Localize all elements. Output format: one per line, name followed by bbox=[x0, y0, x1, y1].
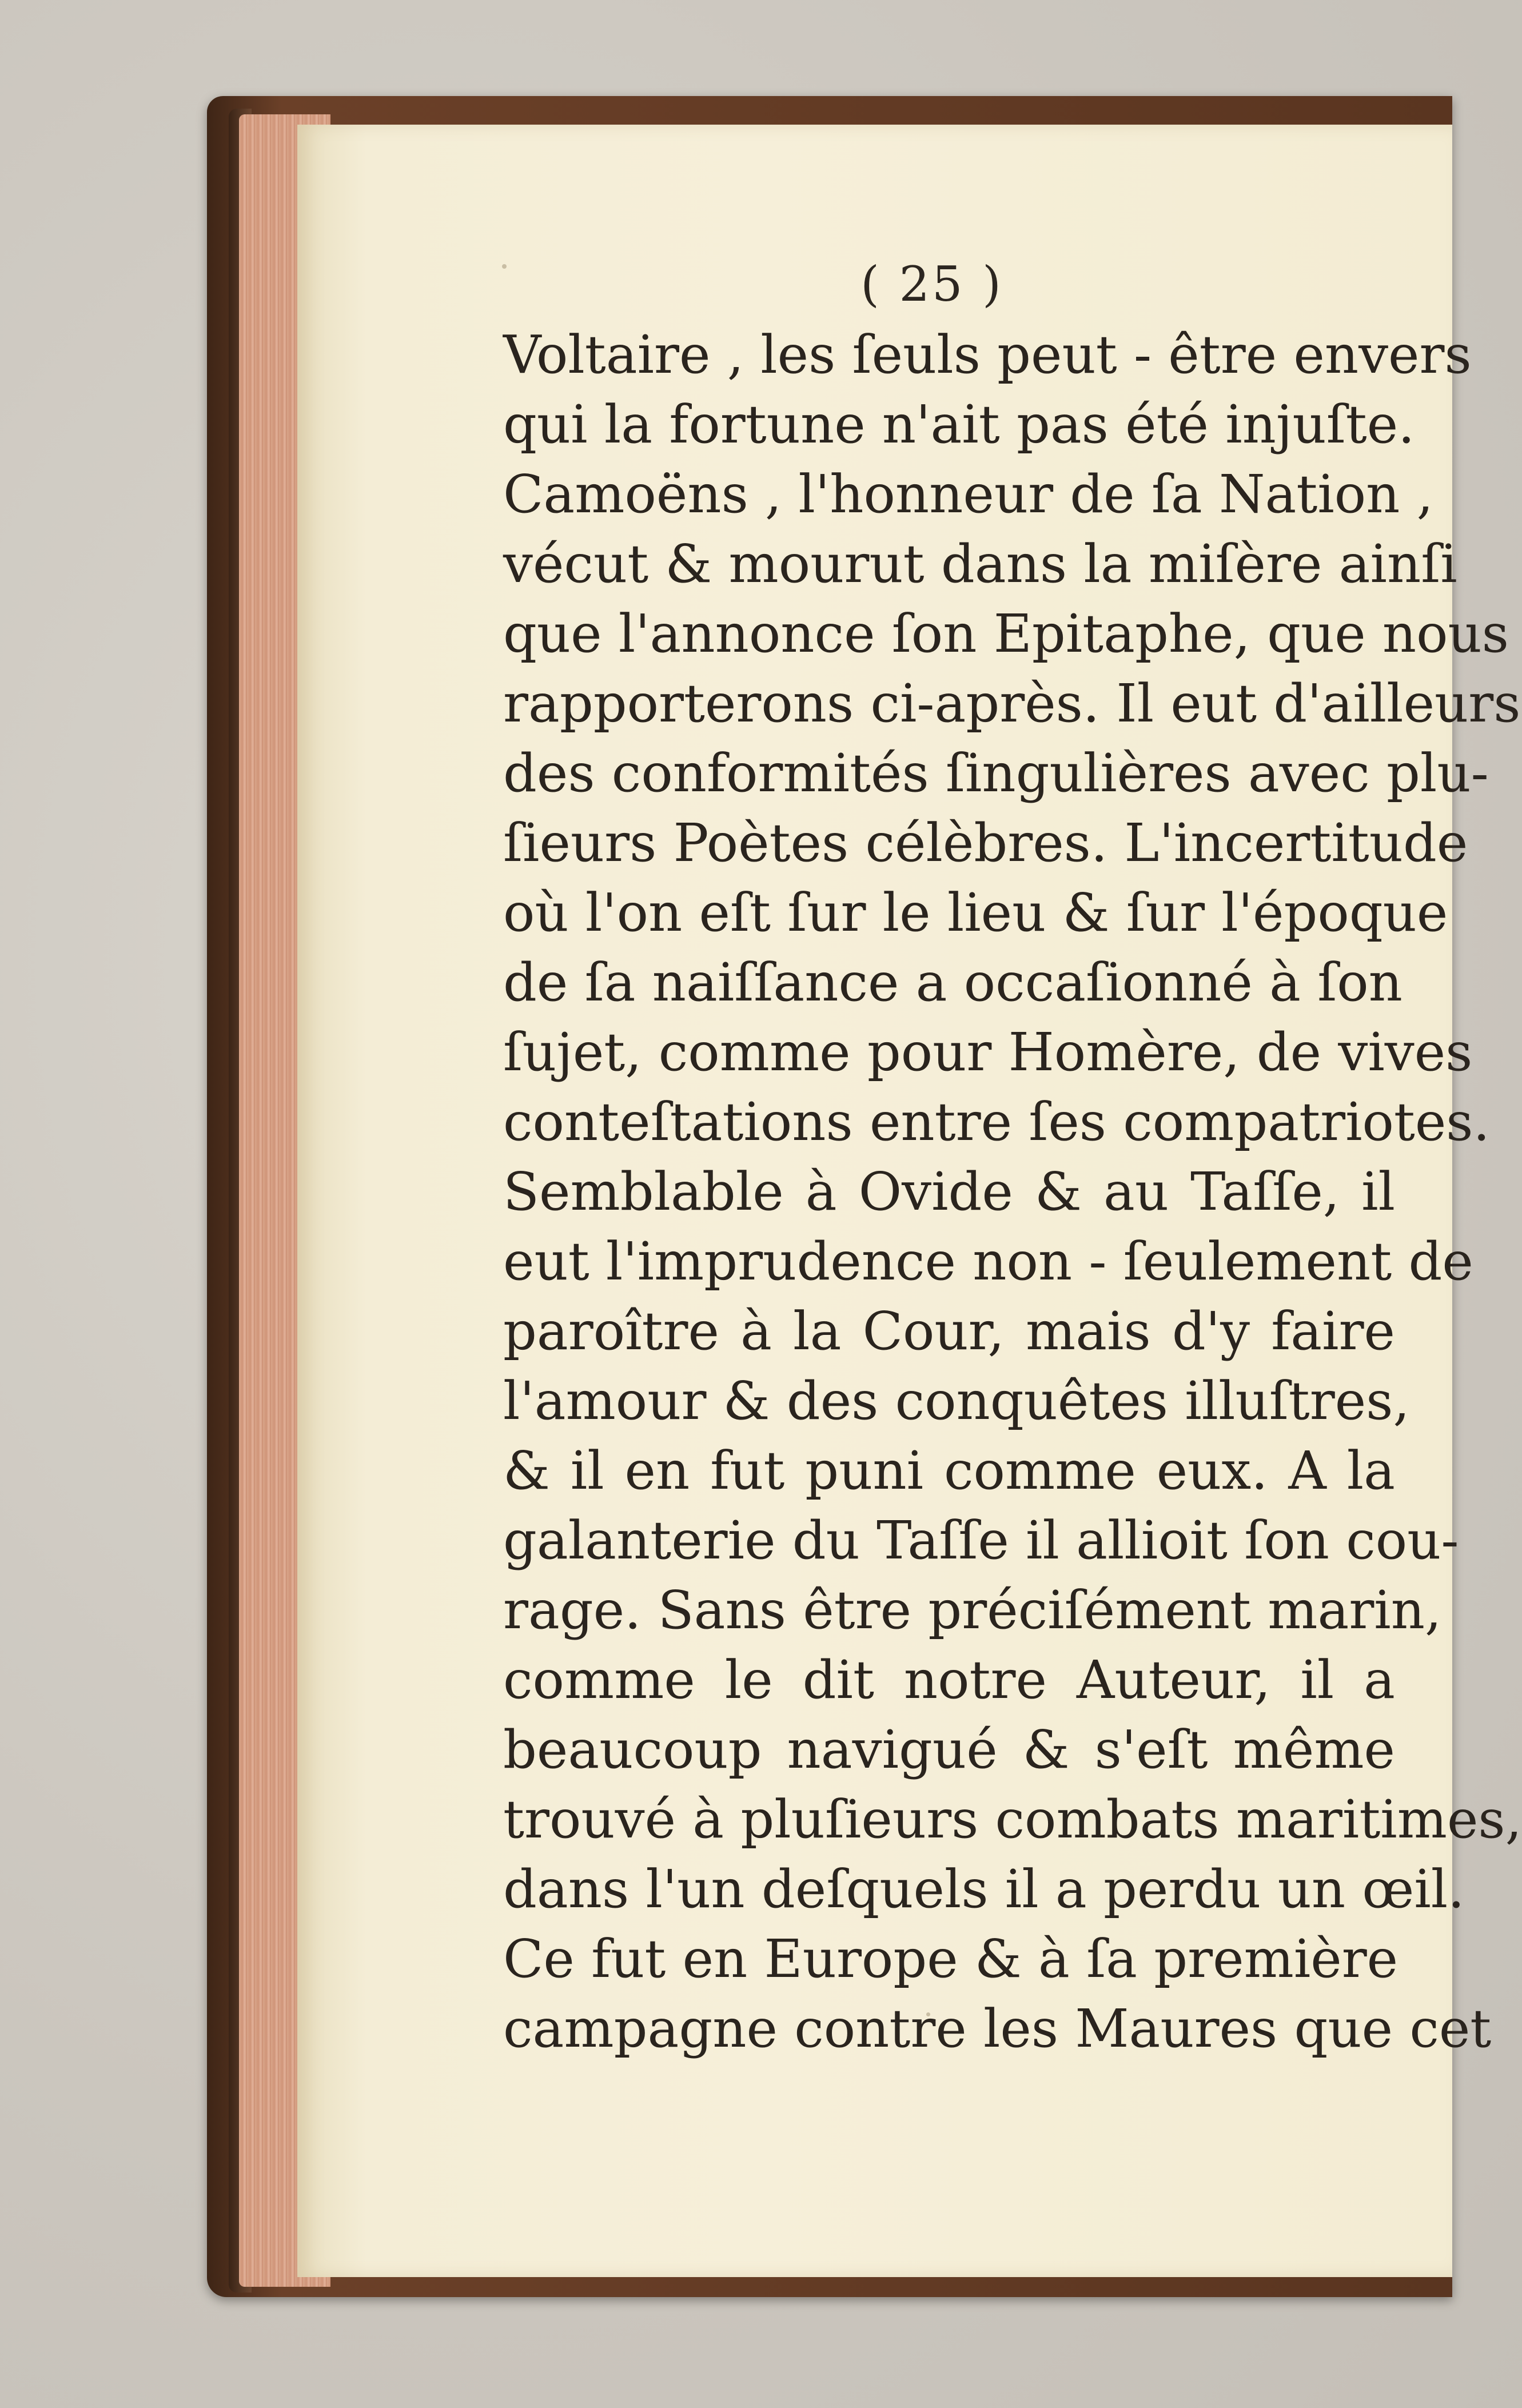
body-text bbox=[503, 320, 1522, 2064]
text-line: où l'on eſt ſur le lieu & ſur l'époque bbox=[503, 882, 1448, 943]
text-line: des conformités ſingulières avec plu- bbox=[503, 743, 1489, 804]
text-line: trouvé à pluſieurs combats maritimes, bbox=[503, 1789, 1522, 1850]
text-line: ſieurs Poètes célèbres. L'incertitude bbox=[503, 812, 1468, 874]
text-line: rapporterons ci-après. Il eut d'ailleurs bbox=[503, 673, 1521, 734]
text-line: & il en fut puni comme eux. A la bbox=[503, 1440, 1395, 1501]
text-line: paroître à la Cour, mais d'y faire bbox=[503, 1301, 1395, 1362]
text-line: comme le dit notre Auteur, il a bbox=[503, 1649, 1395, 1711]
text-line: que l'annonce ſon Epitaphe, que nous bbox=[503, 603, 1509, 664]
text-line: campagne contre les Maures que cet bbox=[503, 1998, 1492, 2059]
text-line: Camoëns , l'honneur de ſa Nation , bbox=[503, 464, 1433, 525]
text-line: Voltaire , les ſeuls peut - être envers bbox=[503, 324, 1472, 385]
paper-speck bbox=[502, 264, 507, 269]
text-line: conteſtations entre ſes compatriotes. bbox=[503, 1091, 1490, 1153]
text-line: dans l'un deſquels il a perdu un œil. bbox=[503, 1859, 1465, 1920]
text-line: l'amour & des conquêtes illuſtres, bbox=[503, 1370, 1410, 1432]
text-line: eut l'imprudence non - ſeulement de bbox=[503, 1231, 1473, 1292]
text-line: vécut & mourut dans la miſère ainſi bbox=[503, 533, 1457, 595]
text-line: rage. Sans être préciſément marin, bbox=[503, 1580, 1442, 1641]
text-line: ſujet, comme pour Homère, de vives bbox=[503, 1022, 1473, 1083]
page-number: ( 25 ) bbox=[860, 256, 1003, 312]
text-line: beaucoup navigué & s'eſt même bbox=[503, 1719, 1395, 1780]
text-line: Semblable à Ovide & au Taſſe, il bbox=[503, 1161, 1395, 1222]
text-line: Ce fut en Europe & à ſa première bbox=[503, 1928, 1399, 1990]
text-line: galanterie du Taſſe il allioit ſon cou- bbox=[503, 1510, 1459, 1571]
text-line: qui la fortune n'ait pas été injuſte. bbox=[503, 394, 1415, 455]
text-line: de ſa naiſſance a occaſionné à ſon bbox=[503, 952, 1403, 1013]
